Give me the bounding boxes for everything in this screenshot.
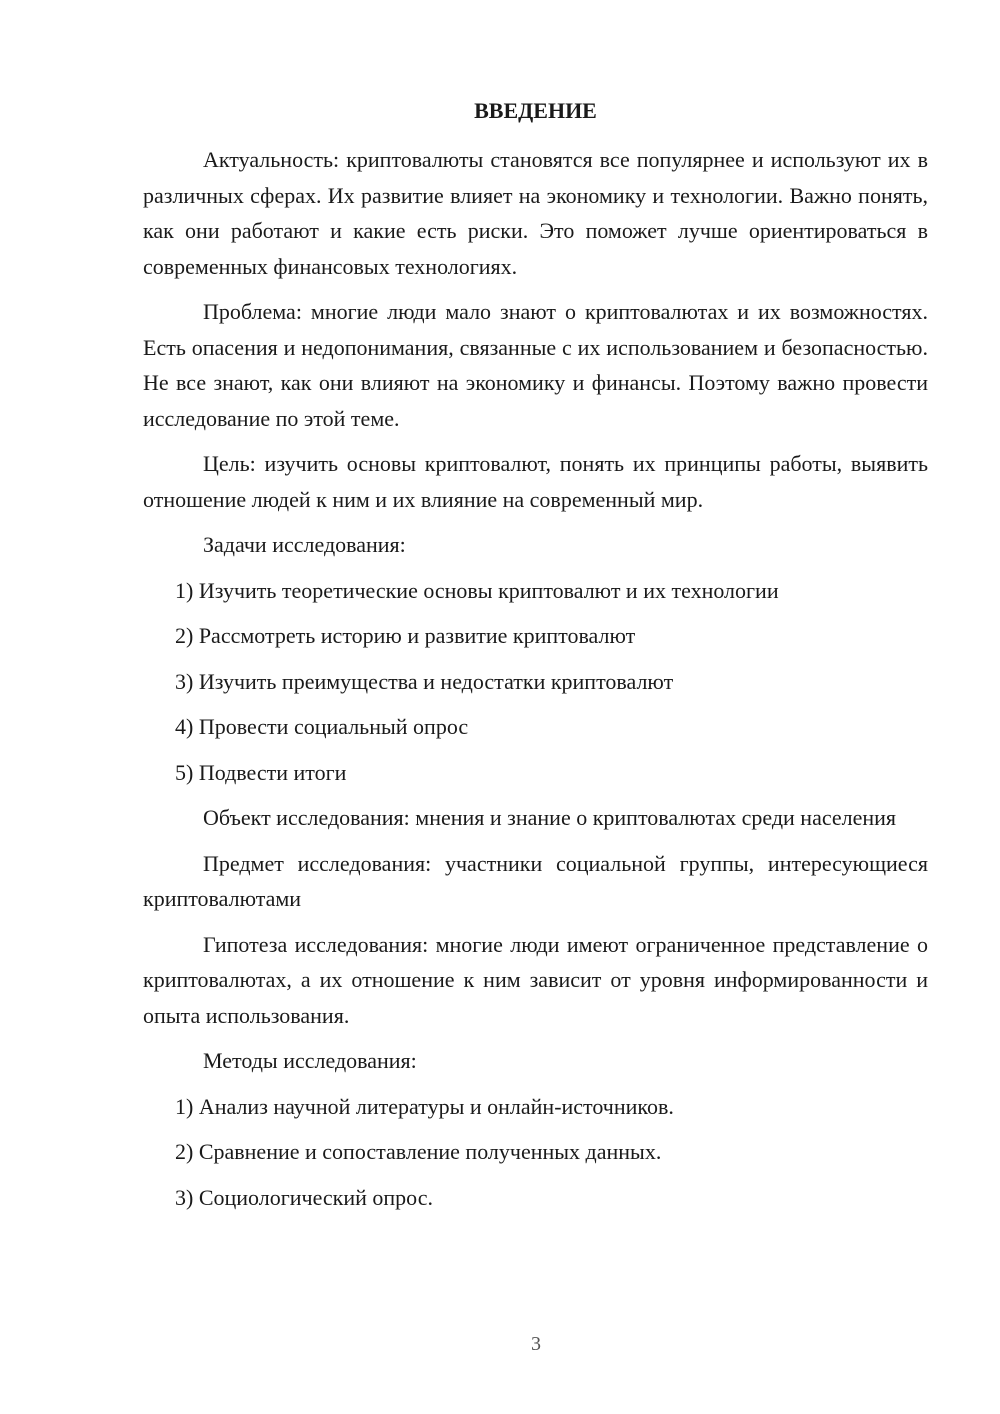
hypothesis-paragraph: Гипотеза исследования: многие люди имеют ограниченное представление о криптовалютах, а их отношение к ним зависит от уровня информированности и опыта использования. [143,931,928,1028]
subject-paragraph: Предмет исследования: участники социальной группы, интересующиеся криптовалютами [143,850,928,911]
page-number: 3 [531,1333,541,1355]
object-paragraph: Объект исследования: мнения и знание о криптовалютах среди населения [203,805,897,830]
list-item: 2) Рассмотреть историю и развитие криптовалют [175,623,636,648]
goal-paragraph: Цель: изучить основы криптовалют, понять их принципы работы, выявить отношение людей к ним и их влияние на современный мир. [143,451,928,512]
problem-paragraph: Проблема: многие люди мало знают о криптовалютах и их возможностях. Есть опасения и недопонимания, связанные с их использованием и безопасностью. Не все знают, как они влияют на экономику и финансы. Поэтому важно провести исследование по этой теме. [143,299,928,431]
list-item: 1) Анализ научной литературы и онлайн-источников. [175,1093,674,1119]
section-title: ВВЕДЕНИЕ [474,98,597,123]
list-item: 2) Сравнение и сопоставление полученных данных. [175,1139,662,1164]
list-item: 4) Провести социальный опрос [175,714,469,739]
relevance-paragraph: Актуальность: криптовалюты становятся все популярнее и используют их в различных сферах. Их развитие влияет на экономику и технологии. Важно понять, как они работают и какие есть риски. Это поможет лучше ориентироваться в современных финансовых технологиях. [143,147,928,279]
tasks-heading: Задачи исследования: [203,532,406,557]
list-item: 3) Социологический опрос. [175,1184,433,1210]
document-page [143,96,928,1225]
list-item: 3) Изучить преимущества и недостатки криптовалют [175,668,674,694]
methods-list [143,1089,928,1216]
list-item: 1) Изучить теоретические основы криптовалют и их технологии [175,577,779,603]
list-item: 5) Подвести итоги [175,759,347,785]
methods-heading: Методы исследования: [203,1048,417,1073]
tasks-list [143,573,928,791]
